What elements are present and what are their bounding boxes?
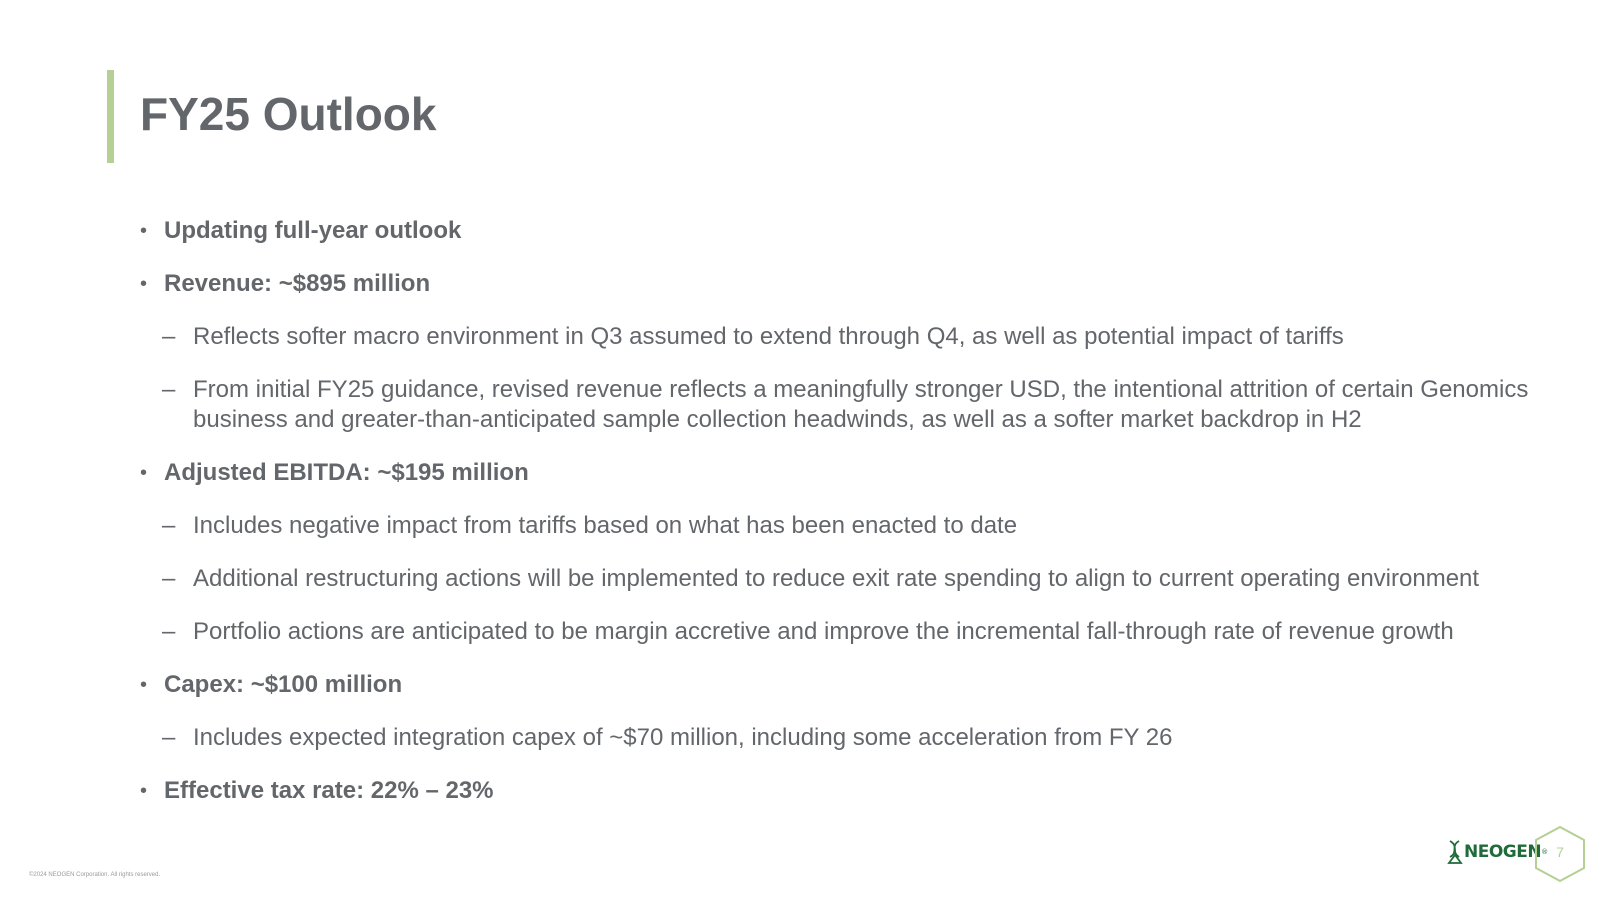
sub-bullet-item xyxy=(138,322,1578,352)
sub-bullet-text: Reflects softer macro environment in Q3 assumed to extend through Q4, as well as potential impact of tariffs xyxy=(193,323,1344,350)
bullet-item xyxy=(138,269,1578,299)
logo-text: NEOGEN xyxy=(1464,842,1542,862)
bullet-text: Effective tax rate: 22% – 23% xyxy=(164,777,494,804)
bullet-text: Adjusted EBITDA: ~$195 million xyxy=(164,459,529,486)
sub-bullet-text: From initial FY25 guidance, revised revenue reflects a meaningfully stronger USD, the intentional attrition of certain Genomics business and greater-than-anticipated sample collection headwinds, as well as a softer market backdrop in H2 xyxy=(193,376,1529,433)
dash-icon: – xyxy=(162,618,176,645)
bullet-item xyxy=(138,216,1578,246)
sub-bullet-text: Includes negative impact from tariffs based on what has been enacted to date xyxy=(193,512,1018,539)
dash-icon: – xyxy=(162,565,176,592)
title-accent-bar xyxy=(107,70,114,163)
bullet-icon: • xyxy=(140,273,148,295)
bullet-icon: • xyxy=(140,674,148,696)
bullet-text: Capex: ~$100 million xyxy=(164,671,403,698)
page-title: FY25 Outlook xyxy=(140,88,437,140)
sub-bullet-text: Includes expected integration capex of ~$70 million, including some acceleration from FY 26 xyxy=(193,724,1173,751)
sub-bullet-item xyxy=(138,723,1578,753)
copyright-notice: ©2024 NEOGEN Corporation. All rights reserved. xyxy=(29,872,161,878)
sub-bullet-text: Portfolio actions are anticipated to be margin accretive and improve the incremental fall-through rate of revenue growth xyxy=(193,618,1454,645)
registered-mark: ® xyxy=(1541,848,1548,856)
bullet-item xyxy=(138,776,1578,806)
helix-icon xyxy=(1447,840,1463,864)
sub-bullet-item xyxy=(138,375,1578,435)
bullet-item xyxy=(138,458,1578,488)
bullet-list xyxy=(138,216,1578,829)
page-number: 7 xyxy=(1556,844,1564,860)
sub-bullet-item xyxy=(138,564,1578,594)
bullet-icon: • xyxy=(140,220,148,242)
sub-bullet-item xyxy=(138,511,1578,541)
dash-icon: – xyxy=(162,512,176,539)
neogen-logo xyxy=(1447,840,1548,864)
bullet-icon: • xyxy=(140,462,148,484)
bullet-text: Updating full-year outlook xyxy=(164,217,462,244)
sub-bullet-text: Additional restructuring actions will be implemented to reduce exit rate spending to align to current operating environment xyxy=(193,565,1480,592)
bullet-text: Revenue: ~$895 million xyxy=(164,270,431,297)
bullet-icon: • xyxy=(140,780,148,802)
dash-icon: – xyxy=(162,323,176,350)
dash-icon: – xyxy=(162,376,176,403)
sub-bullet-item xyxy=(138,617,1578,647)
dash-icon: – xyxy=(162,724,176,751)
bullet-item xyxy=(138,670,1578,700)
